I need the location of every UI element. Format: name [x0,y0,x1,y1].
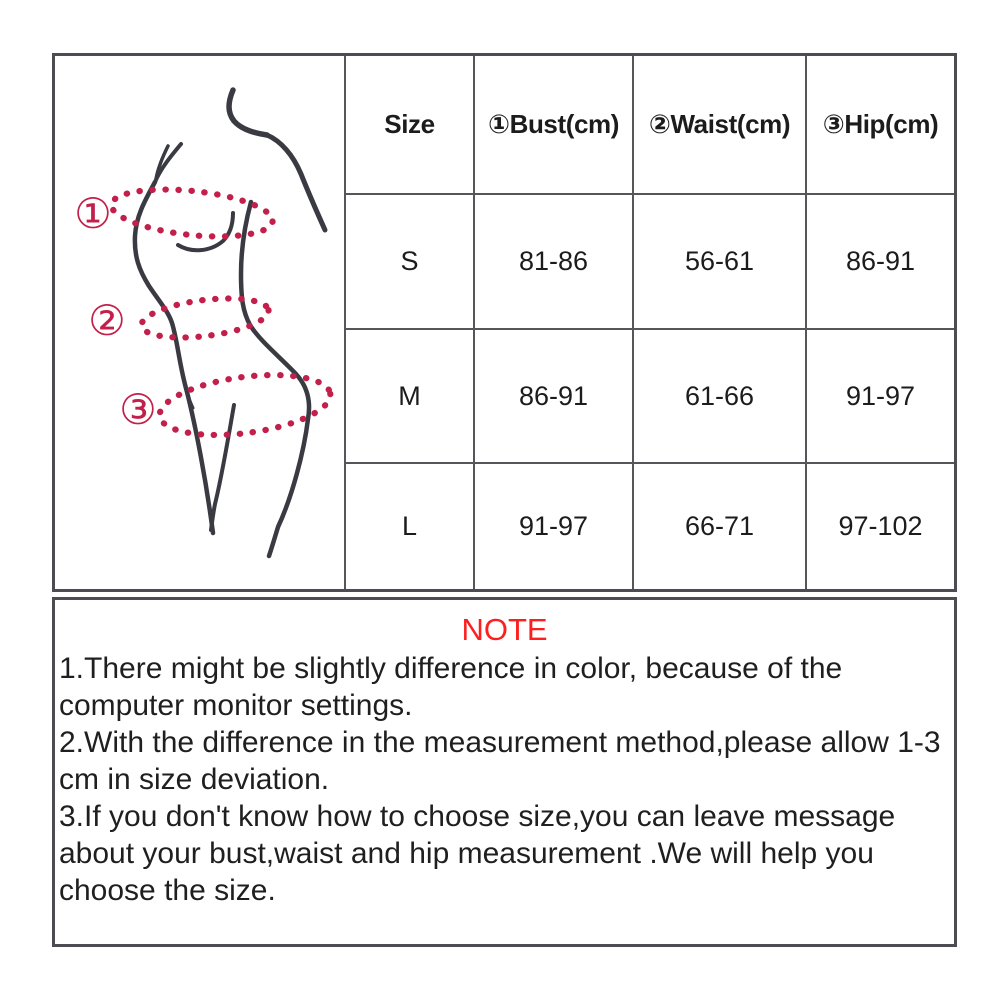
note-panel [52,597,957,947]
column-header-hip: ③Hip(cm) [805,56,954,193]
size-cell: M [344,328,473,462]
column-header-size: Size [344,56,473,193]
waist-cell: 66-71 [632,462,805,589]
size-chart-panel [52,53,957,592]
size-cell: S [344,193,473,328]
bust-marker-icon: ① [74,189,112,238]
column-header-bust: ①Bust(cm) [473,56,632,193]
note-item-3: 3.If you don't know how to choose size,you can leave message about your bust,waist and hip measurement .We will help you choose the size. [59,800,896,907]
note-title: NOTE [461,612,548,647]
size-cell: L [344,462,473,589]
hip-cell: 91-97 [805,328,954,462]
bust-cell: 81-86 [473,193,632,328]
waist-cell: 56-61 [632,193,805,328]
column-header-waist: ②Waist(cm) [632,56,805,193]
hip-marker-icon: ③ [119,385,157,434]
bust-cell: 91-97 [473,462,632,589]
note-item-2: 2.With the difference in the measurement method,please allow 1-3 cm in size deviation. [59,726,941,796]
waist-cell: 61-66 [632,328,805,462]
body-sketch [55,56,344,589]
bust-cell: 86-91 [473,328,632,462]
waist-marker-icon: ② [88,296,126,345]
note-item-1: 1.There might be slightly difference in color, because of the computer monitor settings. [59,652,843,722]
hip-cell: 97-102 [805,462,954,589]
body-measurement-figure [55,56,344,589]
note-body [55,648,954,909]
hip-cell: 86-91 [805,193,954,328]
